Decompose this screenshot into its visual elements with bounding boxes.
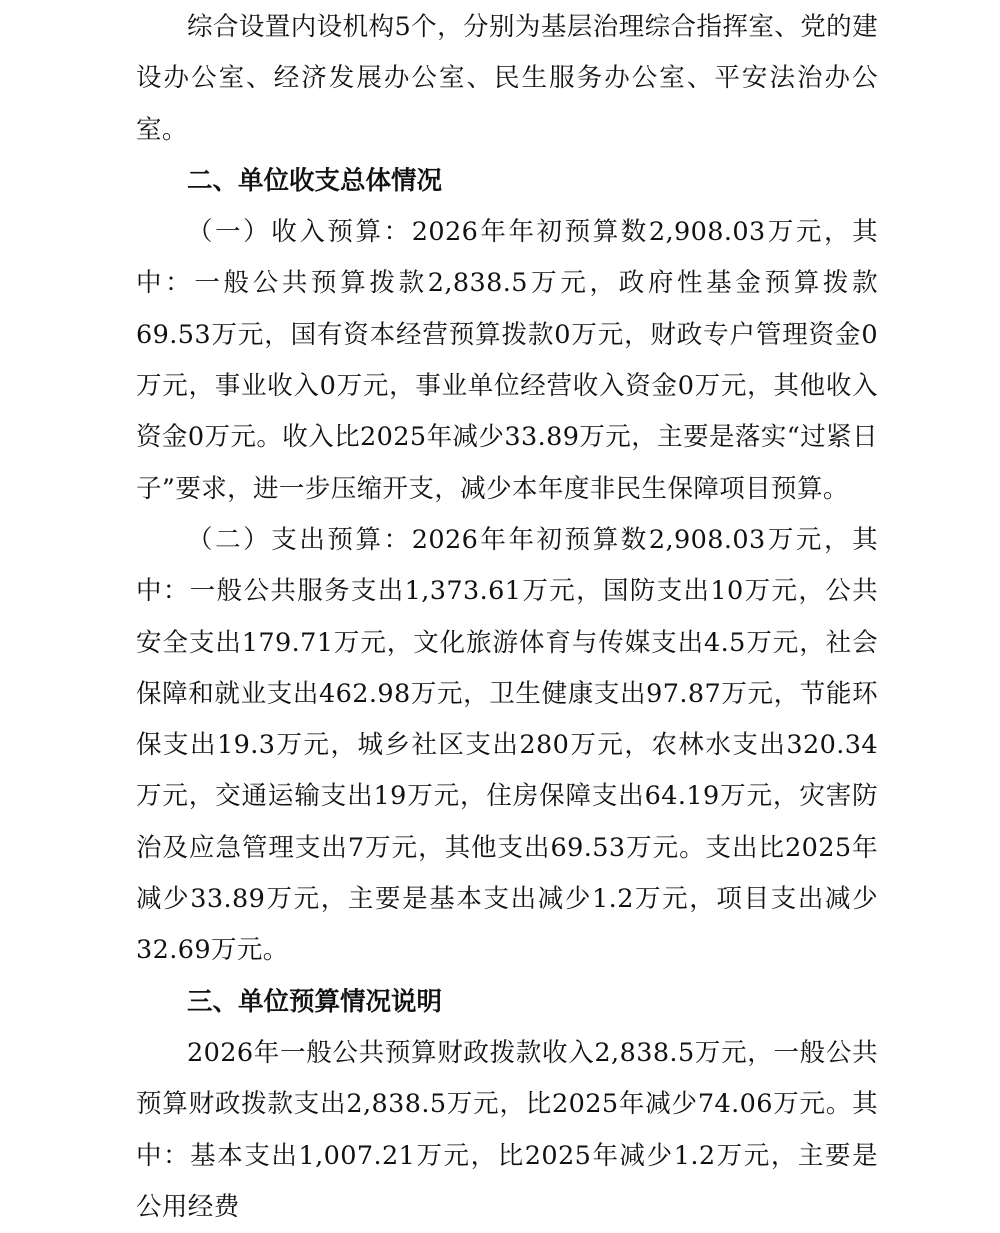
paragraph-internal-institutions: 综合设置内设机构5个，分别为基层治理综合指挥室、党的建设办公室、经济发展办公室、民生服务办公室、平安法治办公室。 (136, 12, 878, 145)
paragraph-expenditure-budget: （二）支出预算：2026年年初预算数2,908.03万元，其中：一般公共服务支出1,373.61万元，国防支出10万元，公共安全支出179.71万元，文化旅游体育与传媒支出4.5万元，社会保障和就业支出462.98万元，卫生健康支出97.87万元，节能环保支出19.3万元，城乡社区支出280万元，农林水支出320.34万元，交通运输支出19万元，住房保障支出64.19万元，灾害防治及应急管理支出7万元，其他支出69.53万元。支出比2025年减少33.89万元，主要是基本支出减少1.2万元，项目支出减少32.69万元。 (136, 524, 878, 966)
paragraph-general-public-budget: 2026年一般公共预算财政拨款收入2,838.5万元，一般公共预算财政拨款支出2,838.5万元，比2025年减少74.06万元。其中：基本支出1,007.21万元，比2025年减少1.2万元，主要是公用经费 (136, 1037, 878, 1222)
section-heading-budget-explanation: 三、单位预算情况说明 (187, 986, 443, 1017)
paragraph-revenue-budget: （一）收入预算：2026年年初预算数2,908.03万元，其中：一般公共预算拨款2,838.5万元，政府性基金预算拨款69.53万元，国有资本经营预算拨款0万元，财政专户管理资金0万元，事业收入0万元，事业单位经营收入资金0万元，其他收入资金0万元。收入比2025年减少33.89万元，主要是落实“过紧日子”要求，进一步压缩开支，减少本年度非民生保障项目预算。 (136, 217, 878, 504)
document-page (136, 0, 878, 1233)
section-heading-overall-revenue-expenditure: 二、单位收支总体情况 (187, 165, 443, 196)
